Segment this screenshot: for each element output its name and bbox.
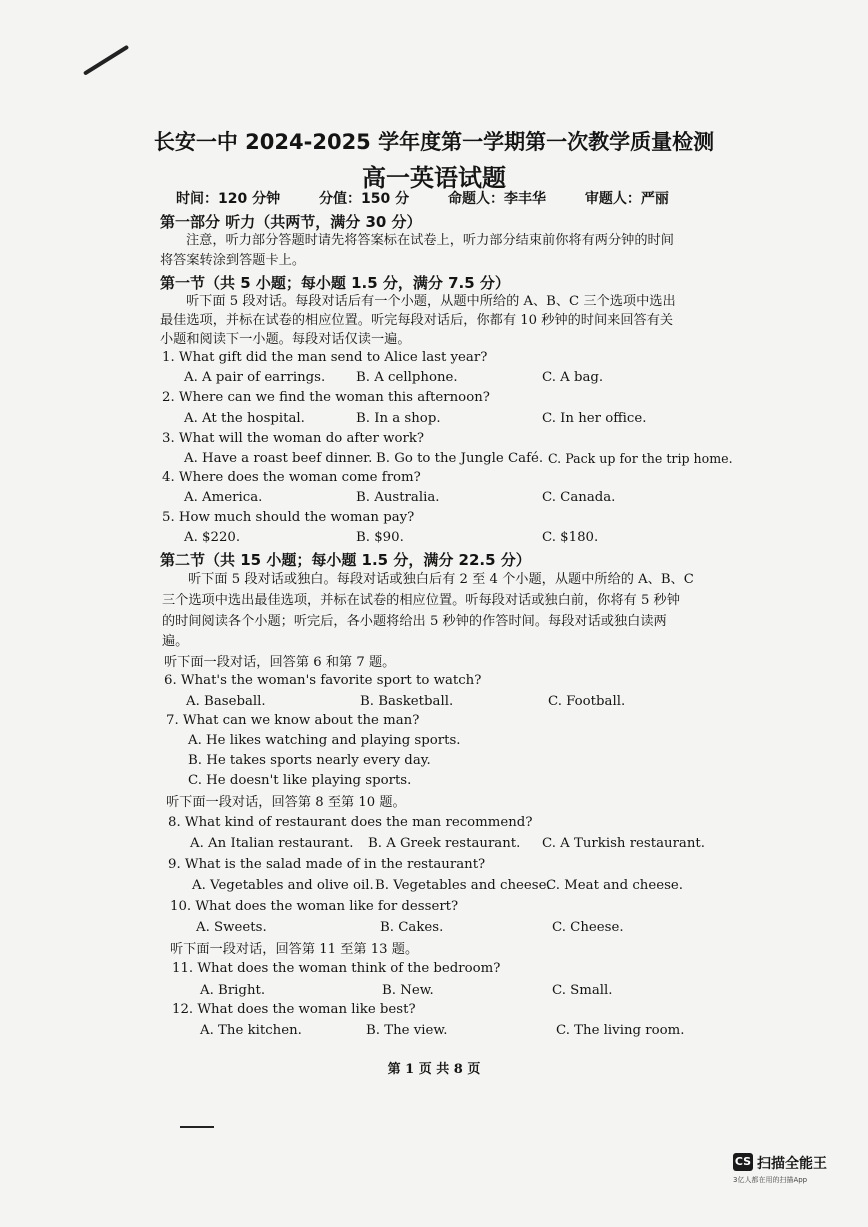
exam-subtitle: 高一英语试题 xyxy=(362,164,506,192)
q7-option-c: C. He doesn't like playing sports. xyxy=(188,773,412,788)
question-10: 10. What does the woman like for dessert? xyxy=(170,899,459,914)
q5-option-b: B. $90. xyxy=(356,530,404,545)
q5-option-c: C. $180. xyxy=(542,530,599,545)
q10-option-a: A. Sweets. xyxy=(196,920,267,935)
part1-heading: 第一部分 听力（共两节，满分 30 分） xyxy=(160,213,422,231)
lead-q6-7: 听下面一段对话，回答第 6 和第 7 题。 xyxy=(164,655,396,670)
q11-option-a: A. Bright. xyxy=(200,983,266,998)
q9-option-c: C. Meat and cheese. xyxy=(546,878,684,893)
section1-instr-1: 听下面 5 段对话。每段对话后有一个小题，从题中所给的 A、B、C 三个选项中选出 xyxy=(186,294,676,309)
section2-instr-1: 听下面 5 段对话或独白。每段对话或独白后有 2 至 4 个小题，从题中所给的 A、B、C xyxy=(188,572,694,587)
q8-option-c: C. A Turkish restaurant. xyxy=(542,836,705,851)
q2-option-b: B. In a shop. xyxy=(356,411,441,426)
q11-option-c: C. Small. xyxy=(552,983,613,998)
q12-option-b: B. The view. xyxy=(366,1023,448,1038)
section2-heading: 第二节（共 15 小题；每小题 1.5 分，满分 22.5 分） xyxy=(160,551,531,569)
q1-option-b: B. A cellphone. xyxy=(356,370,458,385)
question-9: 9. What is the salad made of in the restaurant? xyxy=(168,857,486,872)
part1-note-2: 将答案转涂到答题卡上。 xyxy=(160,253,306,268)
lead-q11-13: 听下面一段对话，回答第 11 至第 13 题。 xyxy=(170,942,419,957)
q5-option-a: A. $220. xyxy=(184,530,241,545)
q2-option-a: A. At the hospital. xyxy=(184,411,305,426)
meta-time: 时间：120 分钟 xyxy=(176,191,281,207)
question-2: 2. Where can we find the woman this afternoon? xyxy=(162,390,490,405)
q9-option-b: B. Vegetables and cheese. xyxy=(375,878,551,893)
q7-option-a: A. He likes watching and playing sports. xyxy=(188,733,461,748)
question-3: 3. What will the woman do after work? xyxy=(162,431,425,446)
q6-option-a: A. Baseball. xyxy=(186,694,266,709)
q4-option-b: B. Australia. xyxy=(356,490,440,505)
exam-title: 长安一中 2024-2025 学年度第一学期第一次教学质量检测 xyxy=(153,130,715,154)
watermark-slogan: 3亿人都在用的扫描App xyxy=(733,1176,808,1184)
q9-option-a: A. Vegetables and olive oil. xyxy=(192,878,374,893)
q3-option-c: C. Pack up for the trip home. xyxy=(548,451,733,466)
q12-option-a: A. The kitchen. xyxy=(200,1023,302,1038)
q4-option-a: A. America. xyxy=(184,490,263,505)
question-11: 11. What does the woman think of the bedroom? xyxy=(172,961,501,976)
q11-option-b: B. New. xyxy=(382,983,434,998)
watermark-app-name: 扫描全能王 xyxy=(757,1156,827,1172)
question-5: 5. How much should the woman pay? xyxy=(162,510,415,525)
pen-mark xyxy=(83,45,129,76)
section1-heading: 第一节（共 5 小题；每小题 1.5 分，满分 7.5 分） xyxy=(160,274,510,292)
part1-note-1: 注意，听力部分答题时请先将答案标在试卷上，听力部分结束前你将有两分钟的时间 xyxy=(186,233,674,248)
camscanner-logo-icon: CS xyxy=(733,1153,753,1171)
question-12: 12. What does the woman like best? xyxy=(172,1002,416,1017)
meta-author: 命题人：李丰华 xyxy=(447,191,546,207)
q8-option-a: A. An Italian restaurant. xyxy=(190,836,354,851)
lead-q8-10: 听下面一段对话，回答第 8 至第 10 题。 xyxy=(166,795,406,810)
exam-meta xyxy=(176,188,703,208)
section1-instr-3: 小题和阅读下一小题。每段对话仅读一遍。 xyxy=(160,332,411,347)
q1-option-a: A. A pair of earrings. xyxy=(184,370,326,385)
question-4: 4. Where does the woman come from? xyxy=(162,470,421,485)
margin-dash xyxy=(180,1126,214,1128)
question-6: 6. What's the woman's favorite sport to watch? xyxy=(164,673,482,688)
q7-option-b: B. He takes sports nearly every day. xyxy=(188,753,431,768)
q12-option-c: C. The living room. xyxy=(556,1023,685,1038)
q4-option-c: C. Canada. xyxy=(542,490,616,505)
q6-option-c: C. Football. xyxy=(548,694,626,709)
q8-option-b: B. A Greek restaurant. xyxy=(368,836,521,851)
q2-option-c: C. In her office. xyxy=(542,411,647,426)
question-8: 8. What kind of restaurant does the man recommend? xyxy=(168,815,533,830)
question-7: 7. What can we know about the man? xyxy=(166,713,420,728)
question-1: 1. What gift did the man send to Alice last year? xyxy=(162,350,488,365)
meta-score: 分值：150 分 xyxy=(318,191,410,207)
section2-instr-3: 的时间阅读各个小题；听完后，各小题将给出 5 秒钟的作答时间。每段对话或独白读两 xyxy=(162,614,667,629)
q3-option-b: B. Go to the Jungle Café. xyxy=(376,451,544,466)
q6-option-b: B. Basketball. xyxy=(360,694,454,709)
q10-option-b: B. Cakes. xyxy=(380,920,444,935)
section2-instr-4: 遍。 xyxy=(162,634,189,649)
q10-option-c: C. Cheese. xyxy=(552,920,624,935)
section1-instr-2: 最佳选项，并标在试卷的相应位置。听完每段对话后，你都有 10 秒钟的时间来回答有关 xyxy=(160,313,674,328)
q3-option-a: A. Have a roast beef dinner. xyxy=(184,451,373,466)
page-number: 第 1 页 共 8 页 xyxy=(387,1062,481,1077)
meta-reviewer: 审题人：严丽 xyxy=(584,191,669,207)
q1-option-c: C. A bag. xyxy=(542,370,604,385)
section2-instr-2: 三个选项中选出最佳选项，并标在试卷的相应位置。听每段对话或独白前，你将有 5 秒钟 xyxy=(162,593,680,608)
